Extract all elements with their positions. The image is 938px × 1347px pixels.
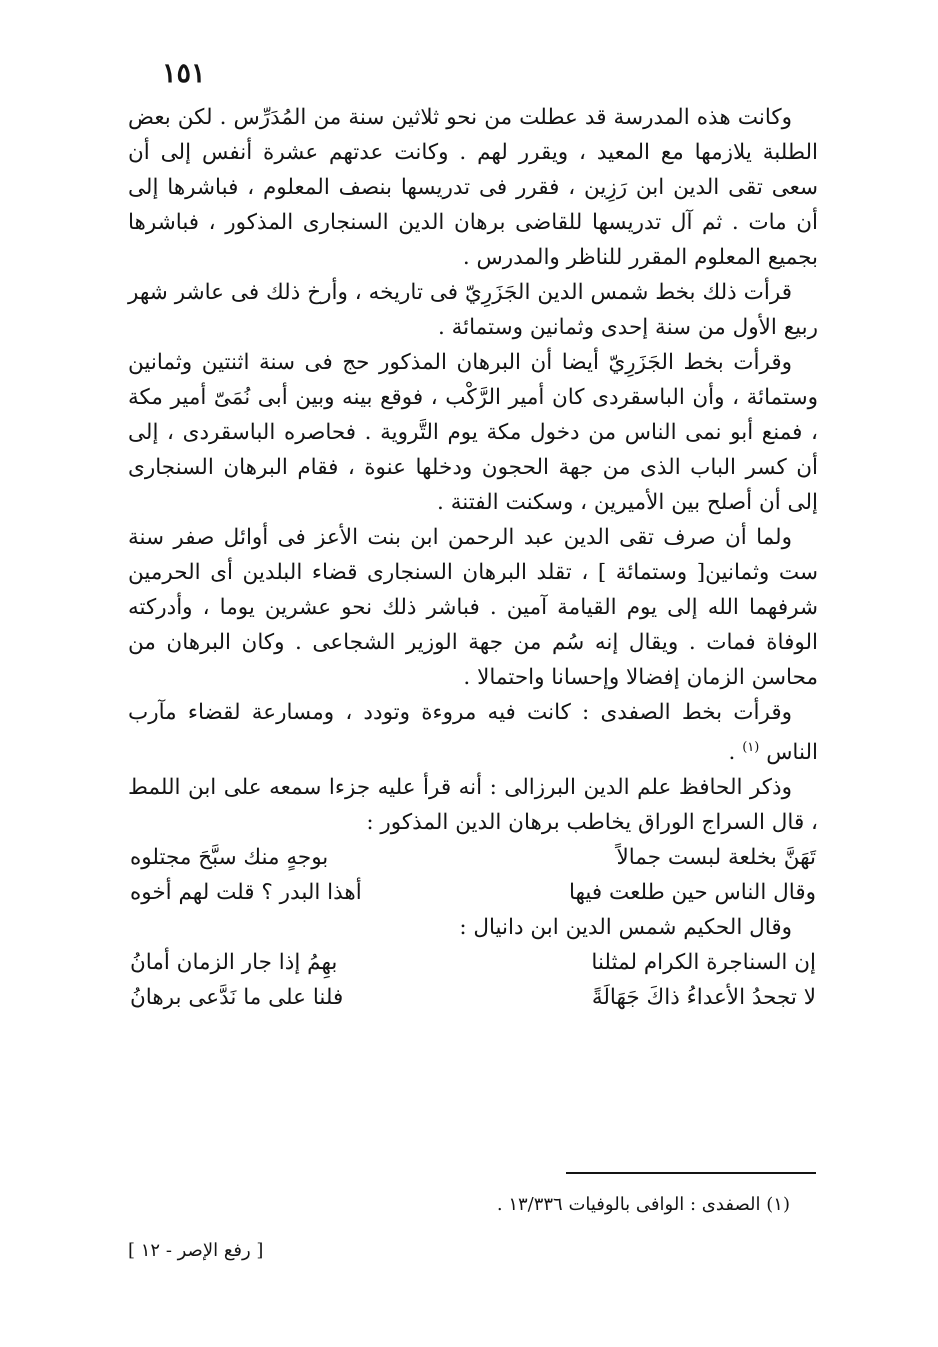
verse-line (128, 980, 818, 1015)
signature-mark: [ رفع الإصر - ١٢ ] (128, 1240, 264, 1261)
verse-second-hemistich: أهذا البدر ؟ قلت لهم أخوه (130, 880, 362, 906)
paragraph-5-end: . (728, 740, 743, 766)
paragraph-2: قرأت ذلك بخط شمس الدين الجَزَرِيّ فى تاريخه ، وأرخ ذلك فى عاشر شهر ربيع الأول من سنة إحدى وثمانين وستمائة . (128, 280, 818, 340)
paragraph-6: وذكر الحافظ علم الدين البرزالى : أنه قرأ عليه جزءا سمعه على ابن اللمط ، قال السراج الوراق يخاطب برهان الدين المذكور : (128, 775, 818, 836)
body-text (128, 100, 818, 1015)
verse-second-hemistich: بهِمُ إذا جار الزمان أمانُ (130, 950, 338, 976)
paragraph-3: وقرأت بخط الجَزَرِيّ أيضا أن البرهان المذكور حج فى سنة اثنتين وثمانين وستمائة ، وأن الباسقردى كان أمير الرَّكْب ، فوقع بينه وبين أبى نُمَىّ أمير مكة ، فمنع أبو نمى الناس من دخول مكة يوم التَّروية . فحاصره الباسقردى ، إلى أن كسر الباب الذى من جهة الحجون ودخلها عنوة ، فقام البرهان السنجارى إلى أن أصلح بين الأميرين ، وسكنت الفتنة . (128, 350, 818, 515)
verse-line (128, 840, 818, 875)
paragraph-4: ولما أن صرف تقى الدين عبد الرحمن ابن بنت الأعز فى أوائل صفر سنة ست وثمانين[ وستمائة ] ، تقلد البرهان السنجارى قضاء البلدين أى الحرمين شرفهما الله إلى يوم القيامة آمين . فباشر ذلك نحو عشرين يوما ، وأدركته الوفاة فمات . ويقال إنه سُم من جهة الوزير الشجاعى . وكان البرهان من محاسن الزمان إفضالا وإحسانا واحتمالا . (128, 525, 818, 690)
verse-first-hemistich: تَهَنَّ بخلعة لبست جمالاً (616, 845, 816, 871)
verse-line (128, 945, 818, 980)
paragraph-7: وقال الحكيم شمس الدين ابن دانيال : (459, 915, 792, 941)
verse-first-hemistich: وقال الناس حين طلعت فيها (568, 880, 816, 906)
footnote-reference: (١) (742, 740, 760, 755)
footnote-divider (566, 1172, 816, 1174)
page-number: ١٥١ (162, 58, 206, 89)
verse-second-hemistich: فلنا على ما نَدَّعى برهانُ (130, 985, 344, 1011)
verse-second-hemistich: بوجهٍ منك سبَّحَ مجتلوه (130, 845, 329, 871)
paragraph-1: وكانت هذه المدرسة قد عطلت من نحو ثلاثين سنة من المُدَرِّس . لكن بعض الطلبة يلازمها مع المعيد ، ويقرر لهم . وكانت عدتهم عشرة أنفس إلى أن سعى تقى الدين ابن رَزِين ، فقرر فى تدريسها بنصف المعلوم ، فباشرها إلى أن مات . ثم آل تدريسها للقاضى برهان الدين السنجارى المذكور ، فباشرها بجميع المعلوم المقرر للناظر والمدرس . (128, 105, 818, 270)
verse-first-hemistich: إن السناجرة الكرام لمثلنا (591, 950, 816, 976)
verse-first-hemistich: لا تجحدُ الأعداءُ ذاكَ جَهَالَةً (591, 985, 816, 1011)
footnote: (١) الصفدى : الوافى بالوفيات ١٣/٣٣٦ . (496, 1194, 790, 1215)
verse-line (128, 875, 818, 910)
paragraph-5 (128, 695, 818, 770)
paragraph-5-text: وقرأت بخط الصفدى : كانت فيه مروءة وتودد ، ومسارعة لقضاء مآرب الناس (128, 700, 818, 766)
